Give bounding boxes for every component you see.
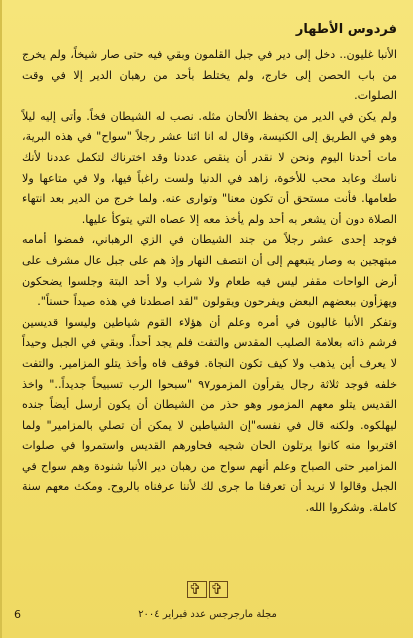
article-title: فردوس الأطهار	[295, 22, 397, 37]
paragraph-1: الأنبا غليون.. دخل إلى دير في جبل القلمون وبقي فيه حتى صار شيخاً، ولم يخرج من باب الحصن إلى خارج، ولم يختلط بأحد من رهبان الدير إلا في وقت الصلوات.	[22, 48, 397, 103]
cross-icon: ✞	[210, 580, 227, 598]
cross-icon: ✞	[188, 580, 205, 598]
article-body	[22, 22, 397, 519]
page-footer	[10, 608, 405, 624]
page-number: 6	[14, 608, 21, 621]
cross-ornament	[2, 580, 413, 598]
paragraph-2: ولم يكن في الدير من يحفظ الألحان مثله. نصب له الشيطان فخاً. وأتى إليه ليلاً وهو في الطريق إلى الكنيسة، وقال له انا اثنا عشر رجلاً "سواح" في هذه البرية، مات أحدنا اليوم ونحن لا نقدر أن ينقص عددنا وقد اخترناك لتكمل عددنا لأنك ناسك وعابد محب للأخوة، زاهد في الدنيا ولست راغباً فيها، ولا في متاعها ولا طعامها. فأنت مستحق أن تكون معنا" وتوارى عنه. ولما خرج من الدير بعد انتهاء الصلاة دون أن يشعر به أحد ولم يأخذ معه إلا عصاه التي يتوكأ عليها.	[22, 109, 397, 226]
paragraph-4: وتفكر الأنبا غاليون في أمره وعلم أن هؤلاء القوم شياطين وليسوا قديسين فرشم ذاته بعلامة الصليب المقدس والتفت فلم يجد أحداً. وبقي في الجبل وحيداً لا يعرف أين يذهب ولا كيف تكون النجاة. فوقف فاه وأخذ يتلو المزامير. والتفت خلفه فوجد ثلاثة رجال يقرأون المزمور٩٧ "سبحوا الرب تسبيحاً جديداً.." واخذ القديس يتلو معهم المزمور وهو حذر من الشيطان أن يكون أرسل أيضاً جنده ليهلكوه. ولكنه قال في نفسه"إن الشياطين لا يمكن أن تصلي بالمزامير" ولما اقتربوا منه كانوا يرتلون الحان شجيه فحاورهم القديس واستمروا في صلوات المزامير حتى الصباح وعلم أنهم سواح من رهبان دير الأنبا شنودة وهم سواح في الجبل وقالوا لا نريد أن تعرفنا ما جرى لك لأننا عرفناه بالروح. ومكث معهم سنة كاملة. وشكروا الله.	[22, 315, 397, 515]
paragraph-3: فوجد إحدى عشر رجلاً من جند الشيطان في الزي الرهباني، فمضوا أمامه مبتهجين به وصار يتبعهم إلى أن انتصف النهار وإذ هم على جبل عال مشرف على أرض الواحات مقفر ليس فيه طعام ولا شراب ولا أحد البتة وجلسوا يضحكون ويهزأون ببعضهم البعض ويفرحون ويقولون "لقد اصطدنا في هذه صيداً حسناً".	[22, 233, 397, 309]
magazine-issue: مجلة مارجرجس عدد فبراير ٢٠٠٤	[138, 609, 277, 620]
